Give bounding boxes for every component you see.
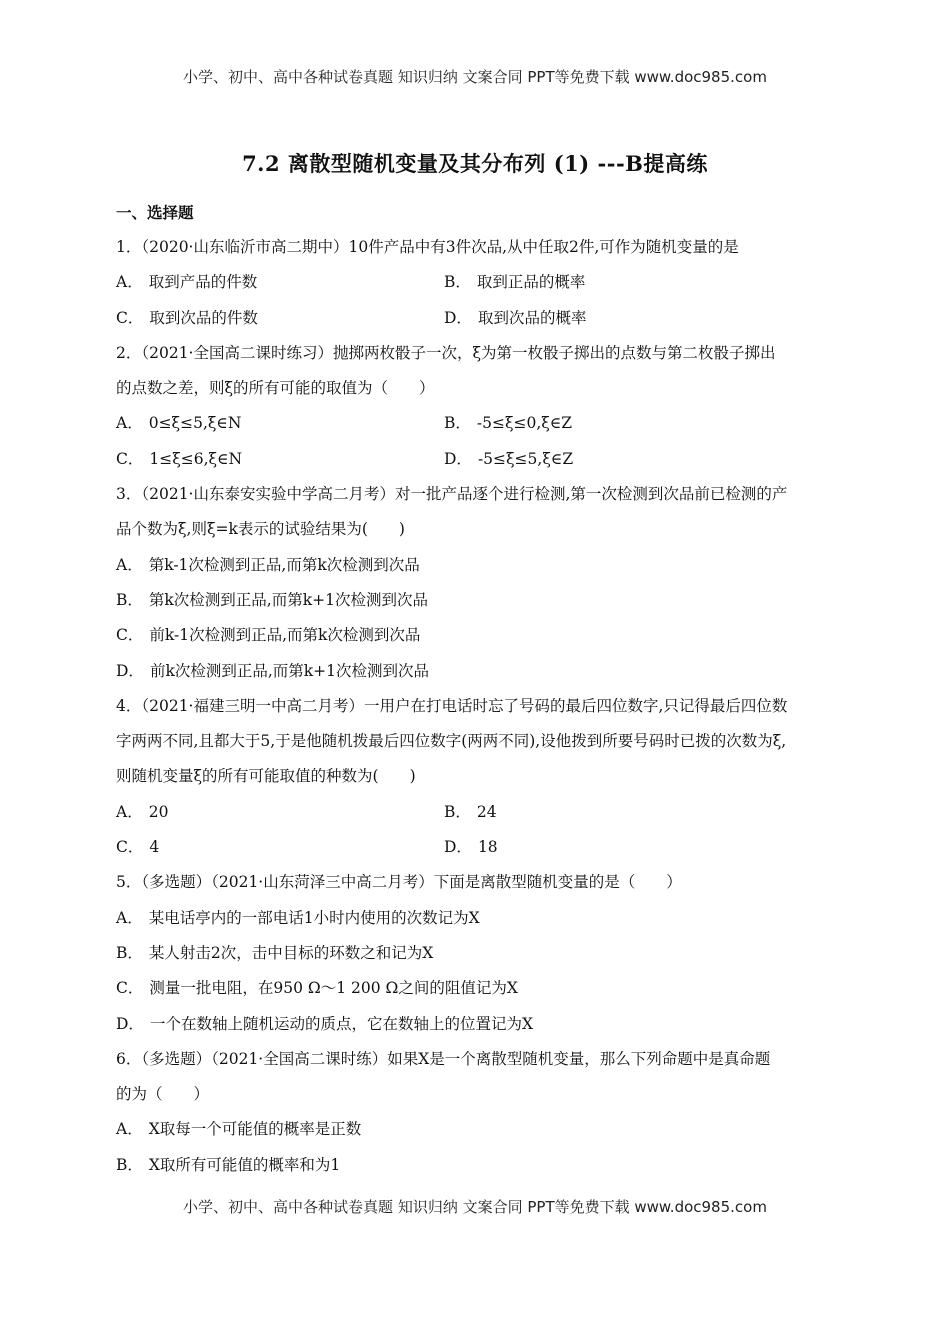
option-a[interactable]: A． 20 <box>116 802 169 821</box>
question-4-stem-cont: 字两两不同,且都大于5,于是他随机拨最后四位数字(两两不同),设他拨到所要号码时已拨的次数为ξ, <box>116 732 787 751</box>
option-c[interactable]: C． 4 <box>116 838 160 857</box>
question-2-options-row-2 <box>116 445 841 480</box>
option-d[interactable]: D． 18 <box>444 838 498 857</box>
question-list <box>116 233 841 1186</box>
question-4-stem: 4．（2021·福建三明一中高二月考）一用户在打电话时忘了号码的最后四位数字,只记得最后四位数 <box>116 696 788 715</box>
question-3-stem: 3．（2021·山东泰安实验中学高二月考）对一批产品逐个进行检测,第一次检测到次品前已检测的产 <box>116 485 788 504</box>
option-c[interactable]: C． 1≤ξ≤6,ξ∈N <box>116 449 243 468</box>
option-a[interactable]: A． 取到产品的件数 <box>116 273 258 292</box>
question-6-stem: 6．（多选题）（2021·全国高二课时练）如果X是一个离散型随机变量，那么下列命题中是真命题 <box>116 1049 771 1068</box>
option-b[interactable]: B． 取到正品的概率 <box>444 273 586 292</box>
footer-banner: 小学、初中、高中各种试卷真题 知识归纳 文案合同 PPT等免费下载 www.doc985.com <box>183 1198 767 1216</box>
option-b[interactable]: B． X取所有可能值的概率和为1 <box>116 1155 341 1174</box>
question-4-options-row-1 <box>116 798 841 833</box>
question-1-stem: 1．（2020·山东临沂市高二期中）10件产品中有3件次品,从中任取2件,可作为随机变量的是 <box>116 238 739 256</box>
question-2-options-row-1 <box>116 409 841 444</box>
option-c[interactable]: C． 测量一批电阻，在950 Ω～1 200 Ω之间的阻值记为X <box>116 979 518 998</box>
question-1-options-row-2 <box>116 304 841 339</box>
question-4-stem-cont-2: 则随机变量ξ的所有可能取值的种数为( ) <box>116 767 416 786</box>
page-title: 7.2 离散型随机变量及其分布列 (1) ---B提高练 <box>242 151 708 176</box>
question-6-stem-cont: 的为（ ） <box>116 1085 210 1104</box>
section-heading: 一、选择题 <box>116 203 194 222</box>
option-a[interactable]: A． 0≤ξ≤5,ξ∈N <box>116 414 242 433</box>
question-4-options-row-2 <box>116 833 841 868</box>
option-b[interactable]: B． 某人射击2次，击中目标的环数之和记为X <box>116 943 434 962</box>
option-b[interactable]: B． 24 <box>444 802 497 821</box>
option-a[interactable]: A． X取每一个可能值的概率是正数 <box>116 1120 362 1139</box>
header-banner: 小学、初中、高中各种试卷真题 知识归纳 文案合同 PPT等免费下载 www.doc985.com <box>183 68 767 86</box>
question-2-stem-cont: 的点数之差，则ξ的所有可能的取值为（ ） <box>116 379 435 398</box>
question-3-stem-cont: 品个数为ξ,则ξ=k表示的试验结果为( ) <box>116 520 405 539</box>
option-a[interactable]: A． 某电话亭内的一部电话1小时内使用的次数记为X <box>116 908 480 927</box>
option-c[interactable]: C． 前k-1次检测到正品,而第k次检测到次品 <box>116 626 421 645</box>
option-d[interactable]: D． 一个在数轴上随机运动的质点，它在数轴上的位置记为X <box>116 1014 533 1033</box>
question-5-stem: 5．（多选题）（2021·山东菏泽三中高二月考）下面是离散型随机变量的是（ ） <box>116 873 682 892</box>
option-d[interactable]: D． 前k次检测到正品,而第k+1次检测到次品 <box>116 661 429 680</box>
option-c[interactable]: C． 取到次品的件数 <box>116 308 258 327</box>
question-1-options-row-1 <box>116 268 841 303</box>
option-a[interactable]: A． 第k-1次检测到正品,而第k次检测到次品 <box>116 555 420 574</box>
option-b[interactable]: B． -5≤ξ≤0,ξ∈Z <box>444 414 573 433</box>
question-2-stem: 2．（2021·全国高二课时练习）抛掷两枚骰子一次，ξ为第一枚骰子掷出的点数与第二枚骰子掷出 <box>116 343 776 362</box>
option-d[interactable]: D． -5≤ξ≤5,ξ∈Z <box>444 449 574 468</box>
option-b[interactable]: B． 第k次检测到正品,而第k+1次检测到次品 <box>116 590 428 609</box>
option-d[interactable]: D． 取到次品的概率 <box>444 308 587 327</box>
